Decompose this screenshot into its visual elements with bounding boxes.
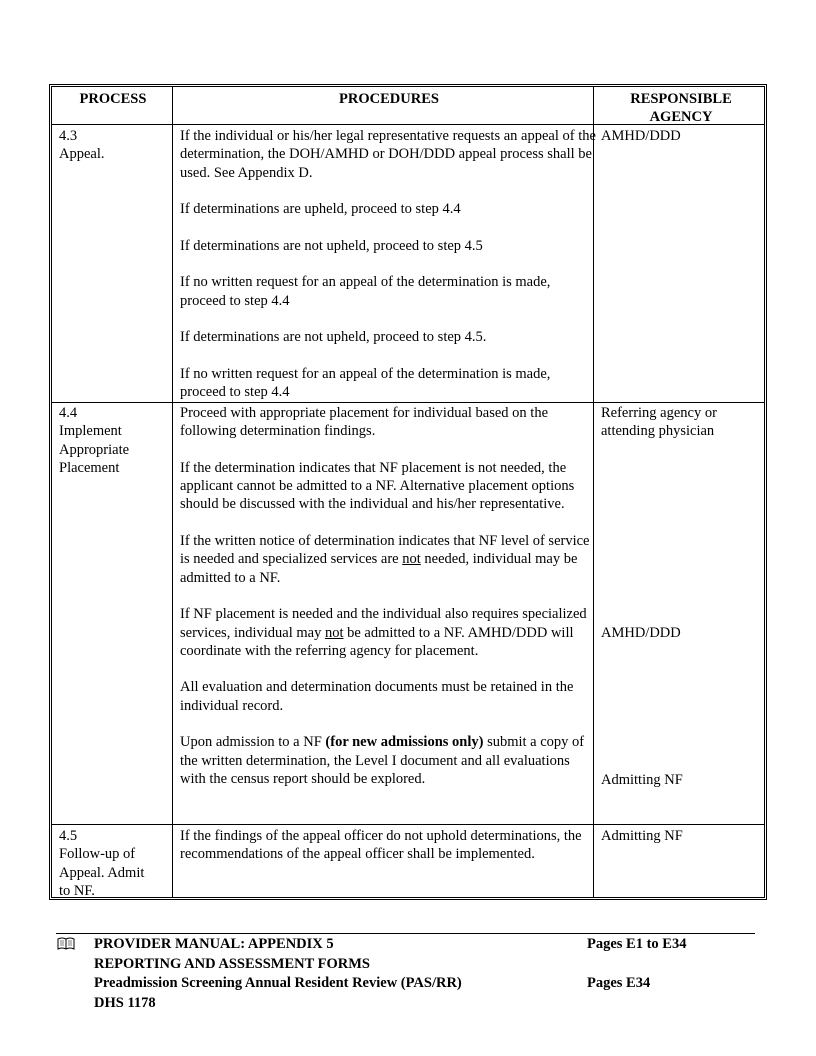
footer-manual: PROVIDER MANUAL: APPENDIX 5 REPORTING AND ASSESSMENT FORMS Preadmission Screening Annual Resident Review (PAS/RR) DHS 1178	[94, 936, 462, 1011]
footer-pages-2: Pages E34	[587, 975, 651, 991]
procedure-nf-level: If the written notice of determination indicates that NF level of service is needed and specialized services are not needed, individual may be admitted to a NF.	[180, 533, 590, 586]
agency-4-5: Admitting NF	[601, 828, 683, 844]
process-4-5: 4.5 Follow-up of Appeal. Admit to NF.	[59, 828, 145, 899]
row-divider	[52, 402, 764, 403]
book-icon	[57, 937, 75, 951]
column-divider	[172, 87, 173, 897]
row-divider	[52, 824, 764, 825]
agency-4-4-referring: Referring agency or attending physician	[601, 405, 717, 440]
procedures-4-4: Proceed with appropriate placement for individual based on the following determination findings. If the determination indicates that NF placement is not needed, the applicant cannot be admitted to a NF. Alternative placement options should be discussed with the individual and his/her representative. If the written notice of determination indicates that NF level of service is needed and specialized services are not needed, individual may be admitted to a NF. If NF placement is needed and the individual also requires specialized services, individual may not be admitted to a NF. AMHD/DDD will coordinate with the referring agency for placement. All evaluation and determination documents must be retained in the individual record. Upon admission to a NF (for new admissions only) submit a copy of the written determination, the Level I document and all evaluations with the census report should be explored.	[180, 404, 598, 788]
header-procedures: PROCEDURES	[339, 91, 439, 107]
header-process: PROCESS	[79, 91, 147, 107]
footer-pages-1: Pages E1 to E34	[587, 936, 687, 952]
process-4-4: 4.4 Implement Appropriate Placement	[59, 405, 130, 476]
procedure-specialized-services: If NF placement is needed and the individual also requires specialized services, individual may not be admitted to a NF. AMHD/DDD will coordinate with the referring agency for placement.	[180, 606, 587, 659]
procedures-4-5: If the findings of the appeal officer do not uphold determinations, the recommendations of the appeal officer shall be implemented.	[180, 828, 582, 863]
procedures-4-3: If the individual or his/her legal representative requests an appeal of the determination, the DOH/AMHD or DOH/DDD appeal process shall be used. See Appendix D. If determinations are upheld, proceed to step 4.4 If determinations are not upheld, proceed to step 4.5 If no written request for an appeal of the determination is made, proceed to step 4.4 If determinations are not upheld, proceed to step 4.5. If no written request for an appeal of the determination is made, proceed to step 4.4	[180, 128, 596, 401]
footer-rule	[56, 933, 755, 934]
header-responsible-agency: RESPONSIBLE AGENCY	[630, 91, 732, 126]
procedures-table	[49, 84, 767, 900]
agency-4-4-admitting: Admitting NF	[601, 772, 683, 788]
agency-4-3: AMHD/DDD	[601, 128, 681, 144]
procedure-upon-admission: Upon admission to a NF (for new admissions only) submit a copy of the written determination, the Level I document and all evaluations with the census report should be explored.	[180, 734, 585, 787]
agency-4-4-amhd: AMHD/DDD	[601, 625, 681, 641]
process-4-3: 4.3 Appeal.	[59, 128, 105, 163]
